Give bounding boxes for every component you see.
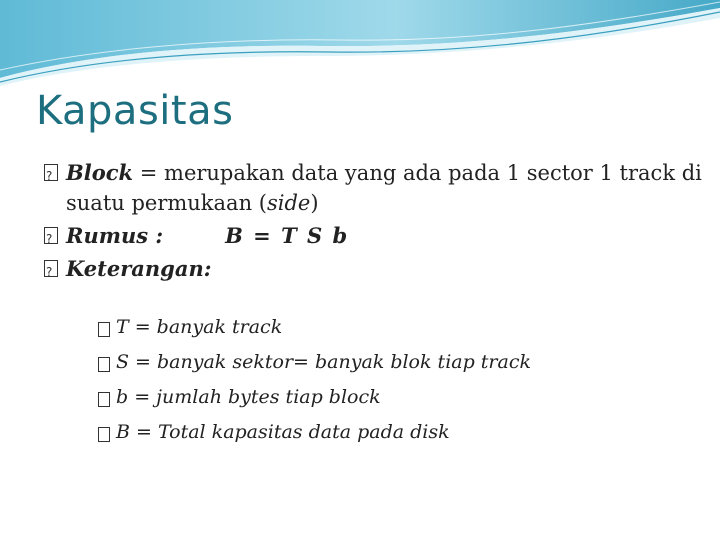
box-bullet-icon xyxy=(98,392,110,407)
sub-item-text: T = banyak track xyxy=(116,316,283,338)
bullet-keterangan-text xyxy=(66,254,704,284)
sub-item-text: b = jumlah bytes tiap block xyxy=(116,386,381,408)
bullet-rumus-text xyxy=(66,221,704,251)
sub-item-text: B = Total kapasitas data pada disk xyxy=(116,421,450,443)
rumus-label: Rumus : xyxy=(66,223,164,248)
missing-glyph-bullet-icon xyxy=(44,227,58,244)
bullet-block xyxy=(44,158,704,218)
bullet-list xyxy=(44,158,704,287)
keterangan-label: Keterangan: xyxy=(66,256,212,281)
box-bullet-icon xyxy=(98,427,110,442)
bullet-keterangan xyxy=(44,254,704,284)
sub-item-text: S = banyak sektor= banyak blok tiap track xyxy=(116,351,531,373)
sub-item-b xyxy=(98,380,698,415)
sub-item-total xyxy=(98,415,698,450)
block-term: Block xyxy=(66,160,134,185)
sub-bullet-list xyxy=(98,310,698,450)
bullet-block-text xyxy=(66,158,704,218)
missing-glyph-bullet-icon xyxy=(44,260,58,277)
box-bullet-icon xyxy=(98,357,110,372)
block-close: ) xyxy=(310,191,319,215)
missing-glyph-bullet-icon xyxy=(44,164,58,181)
slide-title: Kapasitas xyxy=(36,88,234,134)
sub-item-t xyxy=(98,310,698,345)
box-bullet-icon xyxy=(98,322,110,337)
block-side: side xyxy=(266,191,311,215)
header-wave-decoration xyxy=(0,0,720,90)
block-definition: = merupakan data yang ada pada 1 sector 1 track di suatu permukaan ( xyxy=(66,161,702,215)
sub-item-s xyxy=(98,345,698,380)
rumus-formula: B = T S b xyxy=(225,223,348,248)
bullet-rumus xyxy=(44,221,704,251)
